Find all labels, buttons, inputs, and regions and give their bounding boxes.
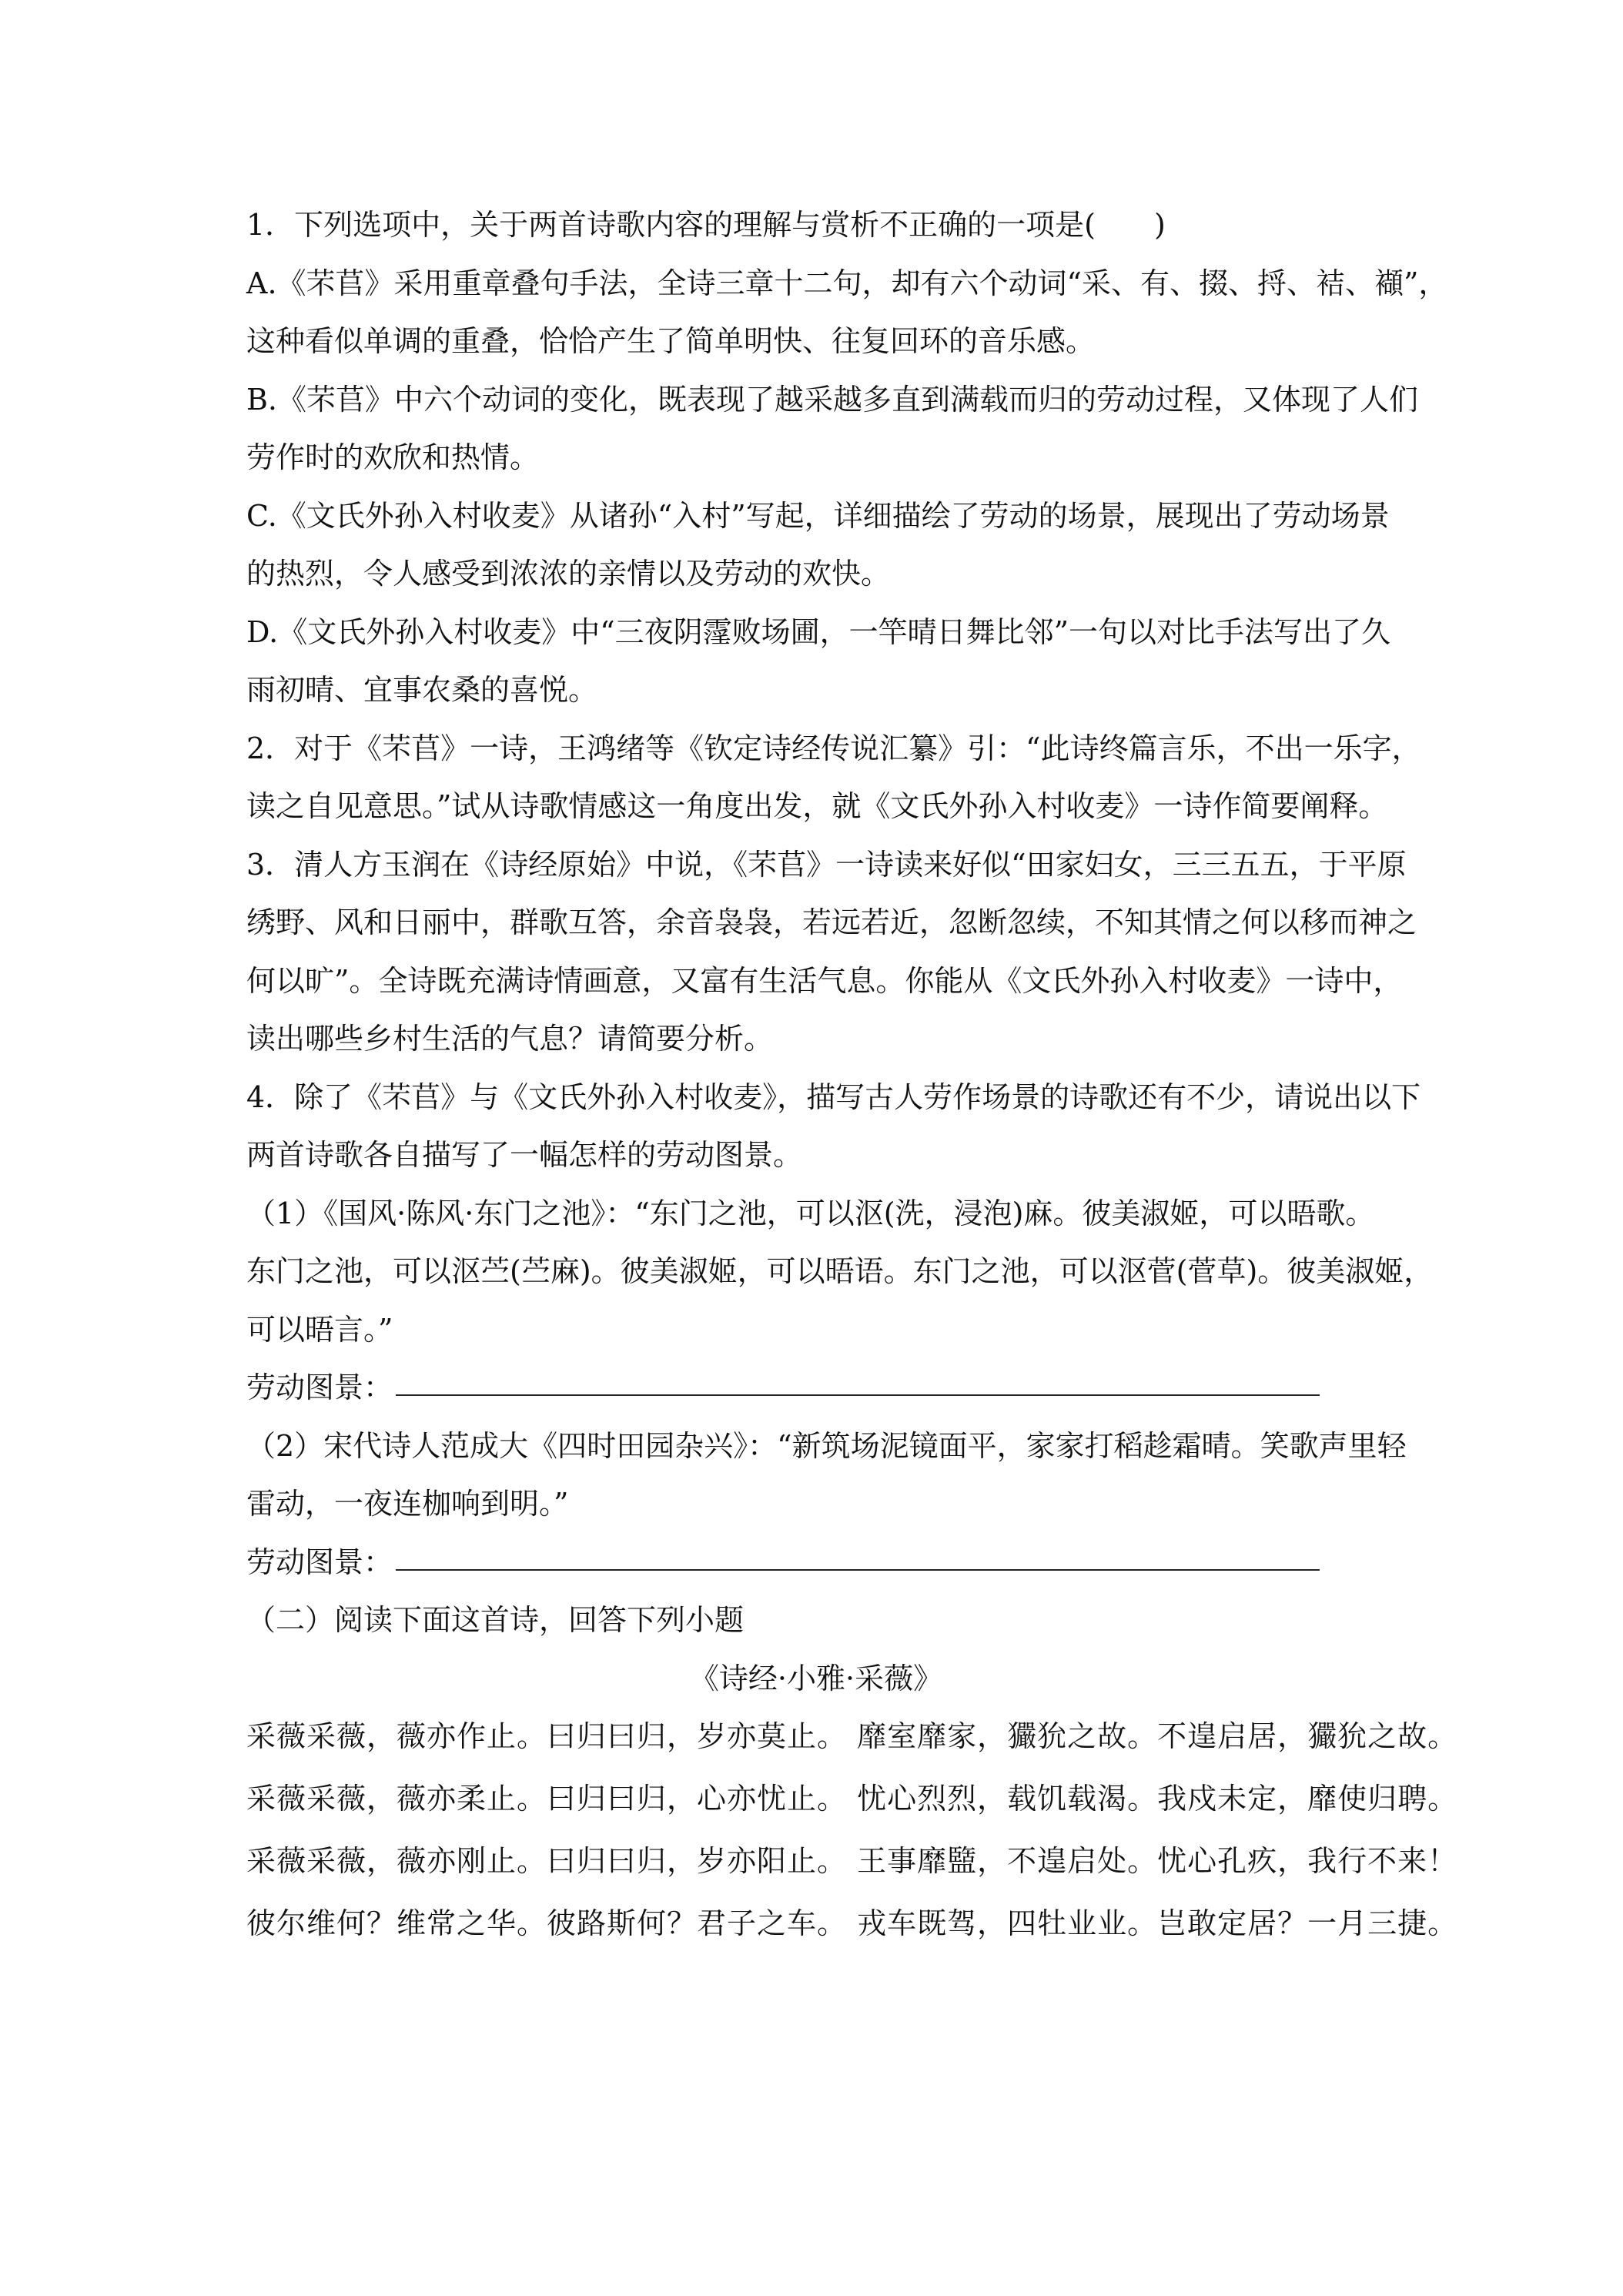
section-2-heading: （二）阅读下面这首诗，回答下列小题 [246,1603,745,1637]
option-a-line-1: A.《芣苢》采用重章叠句手法，全诗三章十二句，却有六个动词“采、有、掇、捋、袺、襭”， [246,266,1448,300]
option-c-line-2: 的热烈，令人感受到浓浓的亲情以及劳动的欢快。 [246,557,891,591]
question-3-line-3: 何以旷”。全诗既充满诗情画意，又富有生活气息。你能从《文氏外孙入村收麦》一诗中， [246,963,1403,998]
poem-body [246,1719,1458,1940]
poem-line-3: 采薇采薇，薇亦刚止。曰归曰归，岁亦阳止。 王事靡盬，不遑启处。忧心孔疚，我行不来！ [246,1844,1458,1878]
answer-blank-2[interactable] [396,1569,1320,1571]
question-3-line-2: 绣野、风和日丽中，群歌互答，余音袅袅，若远若近，忽断忽续，不知其情之何以移而神之 [246,905,1417,939]
answer-row-2 [246,1547,1386,1578]
option-c-line-1: C.《文氏外孙入村收麦》从诸孙“入村”写起，详细描绘了劳动的场景，展现出了劳动场景 [246,498,1390,533]
answer-label-2: 劳动图景： [246,1545,393,1579]
answer-blank-1[interactable] [396,1394,1320,1396]
answer-row-1 [246,1372,1386,1403]
question-4-sub2-line-2: 雷动，一夜连枷响到明。” [246,1487,569,1521]
question-3-line-1: 3．清人方玉润在《诗经原始》中说，《芣苢》一诗读来好似“田家妇女，三三五五，于平原 [246,847,1407,882]
option-b-line-2: 劳作时的欢欣和热情。 [246,440,540,474]
poem-title: 《诗经·小雅·采薇》 [689,1661,943,1695]
question-2-line-1: 2．对于《芣苢》一诗，王鸿绪等《钦定诗经传说汇纂》引：“此诗终篇言乐，不出一乐字， [246,731,1421,765]
question-4-stem-line-1: 4．除了《芣苢》与《文氏外孙入村收麦》，描写古人劳作场景的诗歌还有不少，请说出以下 [246,1079,1421,1114]
question-3-line-4: 读出哪些乡村生活的气息？请简要分析。 [246,1022,774,1056]
poem-line-2: 采薇采薇，薇亦柔止。曰归曰归，心亦忧止。 忧心烈烈，载饥载渴。我戍未定，靡使归聘。 [246,1782,1458,1816]
question-1-stem: 1．下列选项中，关于两首诗歌内容的理解与赏析不正确的一项是( ) [246,208,1166,242]
question-2-line-2: 读之自见意思。”试从诗歌情感这一角度出发，就《文氏外孙入村收麦》一诗作简要阐释。 [246,789,1388,823]
document-body [246,208,1458,1970]
question-4-sub1-line-2: 东门之池，可以沤苎(苎麻)。彼美淑姬，可以晤语。东门之池，可以沤菅(菅草)。彼美淑姬， [246,1254,1434,1288]
question-4-sub1-line-1: （1）《国风·陈风·东门之池》：“东门之池，可以沤(洗，浸泡)麻。彼美淑姬，可以晤歌。 [246,1196,1375,1230]
poem-line-1: 采薇采薇，薇亦作止。曰归曰归，岁亦莫止。 靡室靡家，玁狁之故。不遑启居，玁狁之故。 [246,1719,1458,1753]
answer-label-1: 劳动图景： [246,1371,393,1404]
option-a-line-2: 这种看似单调的重叠，恰恰产生了简单明快、往复回环的音乐感。 [246,324,1096,358]
question-4-sub1-line-3: 可以晤言。” [246,1312,393,1347]
question-4-stem-line-2: 两首诗歌各自描写了一幅怎样的劳动图景。 [246,1138,803,1172]
option-b-line-1: B.《芣苢》中六个动词的变化，既表现了越采越多直到满载而归的劳动过程，又体现了人们 [246,382,1419,417]
option-d-line-1: D.《文氏外孙入村收麦》中“三夜阴霪败场圃，一竿晴日舞比邻”一句以对比手法写出了久 [246,614,1391,649]
question-4-sub2-line-1: （2）宋代诗人范成大《四时田园杂兴》：“新筑场泥镜面平，家家打稻趁霜晴。笑歌声里轻 [246,1428,1407,1463]
option-d-line-2: 雨初晴、宜事农桑的喜悦。 [246,673,598,707]
poem-line-4: 彼尔维何？维常之华。彼路斯何？君子之车。 戎车既驾，四牡业业。岂敢定居？一月三捷。 [246,1906,1458,1940]
